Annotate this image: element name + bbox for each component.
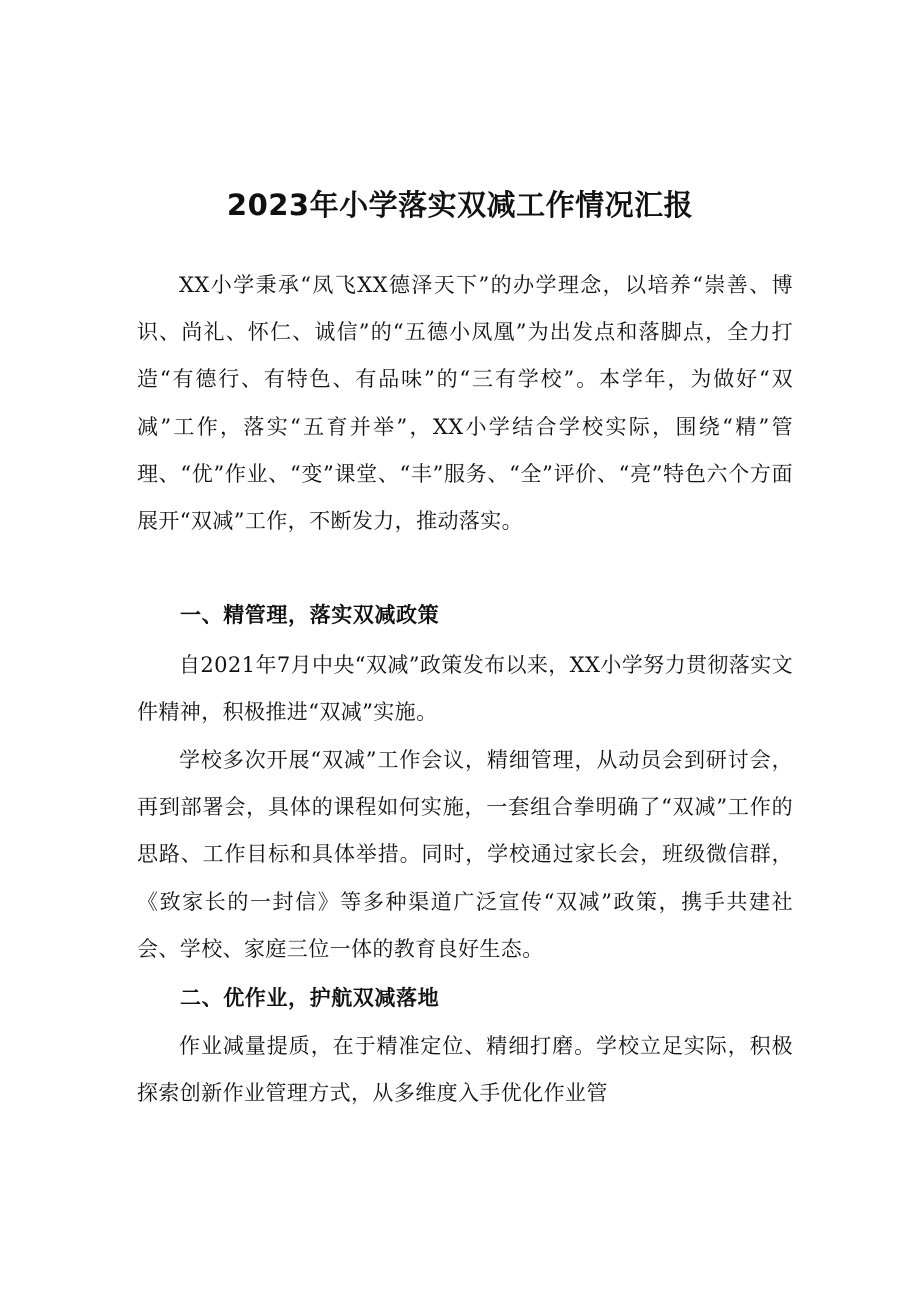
paragraph-meetings: 学校多次开展“双减”工作会议，精细管理，从动员会到研讨会，再到部署会，具体的课程如何实施，一套组合拳明确了“双减”工作的思路、工作目标和具体举措。同时，学校通过家长会，班级微信群，《致家长的一封信》等多种渠道广泛宣传“双减”政策，携手共建社会、学校、家庭三位一体的教育良好生态。 bbox=[137, 748, 793, 961]
paragraph-homework: 作业减量提质，在于精准定位、精细打磨。学校立足实际，积极探索创新作业管理方式，从多维度入手优化作业管 bbox=[137, 1034, 793, 1106]
paragraph-intro: XX小学秉承“凤飞XX德泽天下”的办学理念，以培养“崇善、博识、尚礼、怀仁、诚信”的“五德小凤凰”为出发点和落脚点，全力打造“有德行、有特色、有品味”的“三有学校”。本学年，为做好“双减”工作，落实“五育并举”，XX小学结合学校实际，围绕“精”管理、“优”作业、“变”课堂、“丰”服务、“全”评价、“亮”特色六个方面展开“双减”工作，不断发力，推动落实。 bbox=[137, 273, 793, 534]
paragraph-policy-release: 自2021年7月中央“双减”政策发布以来，XX小学努力贯彻落实文件精神，积极推进“双减”实施。 bbox=[137, 653, 793, 725]
section-heading-management: 一、精管理，落实双减政策 bbox=[180, 603, 440, 627]
document-title: 2023年小学落实双减工作情况汇报 bbox=[226, 188, 694, 223]
section-heading-homework: 二、优作业，护航双减落地 bbox=[180, 986, 440, 1010]
